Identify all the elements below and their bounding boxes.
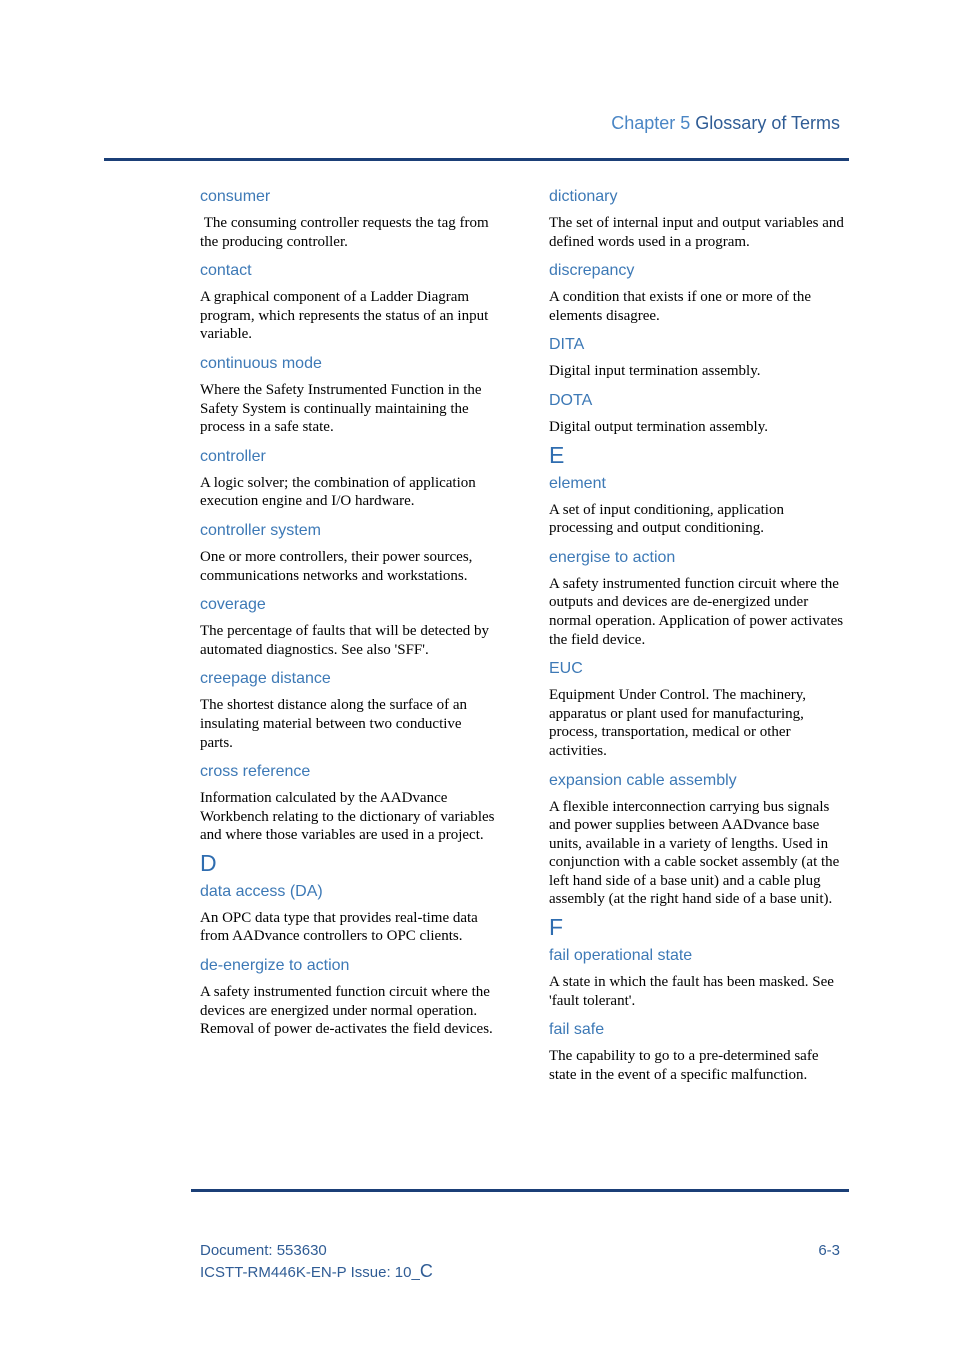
glossary-definition: A flexible interconnection carrying bus signals and power supplies between AADvance base units, available in a variety of lengths. Used in conjunction with a cable socket assembly (at the left hand side of a base unit) and a cable plug assembly (at the right hand side of a base unit). (549, 798, 844, 908)
glossary-definition: A safety instrumented function circuit where the devices are energized under normal operation. Removal of power de-activates the field devices. (200, 984, 494, 1038)
glossary-definition: One or more controllers, their power sources, communications networks and workstations. (200, 548, 477, 584)
issue-suffix: C (419, 1261, 433, 1281)
glossary-entry (200, 668, 495, 752)
issue-prefix: ICSTT-RM446K-EN-P Issue: 10_ (200, 1264, 420, 1281)
footer-rule (191, 1189, 849, 1192)
glossary-term: cross reference (200, 763, 311, 781)
glossary-term: consumer (200, 188, 271, 205)
glossary-entry (549, 945, 844, 1010)
glossary-entry (200, 353, 495, 437)
glossary-term: energise to action (549, 548, 676, 566)
glossary-definition: Digital output termination assembly. (549, 418, 768, 435)
section-letter: D (200, 849, 217, 876)
glossary-left-column (200, 186, 499, 1048)
glossary-definition: Digital input termination assembly. (549, 363, 761, 380)
glossary-entry (200, 761, 499, 845)
glossary-term: de-energize to action (200, 957, 350, 975)
issue-line (200, 1261, 840, 1283)
glossary-entry (549, 260, 844, 325)
glossary-term: data access (DA) (200, 882, 323, 900)
glossary-term: continuous mode (200, 354, 322, 372)
glossary-entry (200, 955, 495, 1039)
glossary-definition: Information calculated by the AADvance Workbench relating to the dictionary of variables and where those variables are used in a project. (200, 790, 499, 844)
glossary-term: dictionary (549, 188, 618, 205)
glossary-term: DITA (549, 336, 585, 354)
section-letter: F (549, 914, 564, 941)
glossary-definition: The shortest distance along the surface of an insulating material between two conductive parts. (200, 697, 471, 751)
header-rule (104, 158, 849, 161)
glossary-entry (549, 186, 848, 251)
glossary-definition: A safety instrumented function circuit where the outputs and devices are de-energized under normal operation. Application of power activates the field device. (549, 575, 847, 648)
glossary-term: element (549, 474, 606, 492)
document-number: Document: 553630 (200, 1242, 327, 1259)
glossary-term: contact (200, 262, 252, 280)
glossary-entry (549, 547, 847, 649)
glossary-entry (549, 1019, 844, 1084)
glossary-entry (549, 334, 844, 381)
glossary-entry (549, 390, 844, 437)
glossary-term: discrepancy (549, 262, 635, 280)
glossary-definition: The consuming controller requests the tag from the producing controller. (200, 215, 493, 250)
glossary-definition: Where the Safety Instrumented Function in the Safety System is continually maintaining the process in a safe state. (200, 381, 486, 436)
glossary-term: controller system (200, 521, 321, 539)
glossary-right-column (549, 186, 848, 1093)
glossary-definition: A set of input conditioning, application processing and output conditioning. (549, 501, 788, 537)
glossary-term: expansion cable assembly (549, 771, 737, 789)
glossary-definition: A logic solver; the combination of application execution engine and I/O hardware. (200, 474, 480, 510)
glossary-definition: A condition that exists if one or more of the elements disagree. (549, 289, 815, 324)
glossary-entry (200, 446, 495, 511)
glossary-entry (549, 770, 844, 910)
glossary-term: fail operational state (549, 947, 693, 965)
page-number: 6-3 (818, 1242, 840, 1259)
glossary-entry (549, 658, 844, 760)
glossary-entry (200, 594, 495, 659)
glossary-entry (200, 260, 495, 344)
glossary-entry (200, 186, 495, 251)
glossary-term: creepage distance (200, 670, 331, 688)
chapter-label: Chapter 5 (611, 113, 691, 133)
glossary-definition: A state in which the fault has been masked. See 'fault tolerant'. (549, 974, 838, 1009)
page-footer (200, 1240, 840, 1283)
glossary-definition: A graphical component of a Ladder Diagram program, which represents the status of an input variable. (200, 289, 493, 343)
glossary-definition: The percentage of faults that will be detected by automated diagnostics. See also 'SFF'. (200, 623, 493, 658)
glossary-definition: An OPC data type that provides real-time data from AADvance controllers to OPC clients. (200, 909, 482, 945)
glossary-term: controller (200, 447, 266, 465)
glossary-entry (200, 881, 495, 946)
section-letter: E (549, 441, 565, 468)
glossary-definition: Equipment Under Control. The machinery, apparatus or plant used for manufacturing, process, transportation, medical or other activities. (549, 687, 810, 759)
glossary-term: coverage (200, 596, 266, 614)
glossary-term: DOTA (549, 391, 593, 409)
chapter-title: Glossary of Terms (695, 113, 840, 133)
glossary-term: EUC (549, 660, 583, 678)
glossary-definition: The capability to go to a pre-determined safe state in the event of a specific malfunction. (549, 1048, 823, 1083)
glossary-entry (549, 473, 844, 538)
glossary-entry (200, 520, 495, 585)
glossary-term: fail safe (549, 1021, 605, 1039)
page-header (611, 113, 840, 134)
glossary-definition: The set of internal input and output variables and defined words used in a program. (549, 215, 848, 250)
